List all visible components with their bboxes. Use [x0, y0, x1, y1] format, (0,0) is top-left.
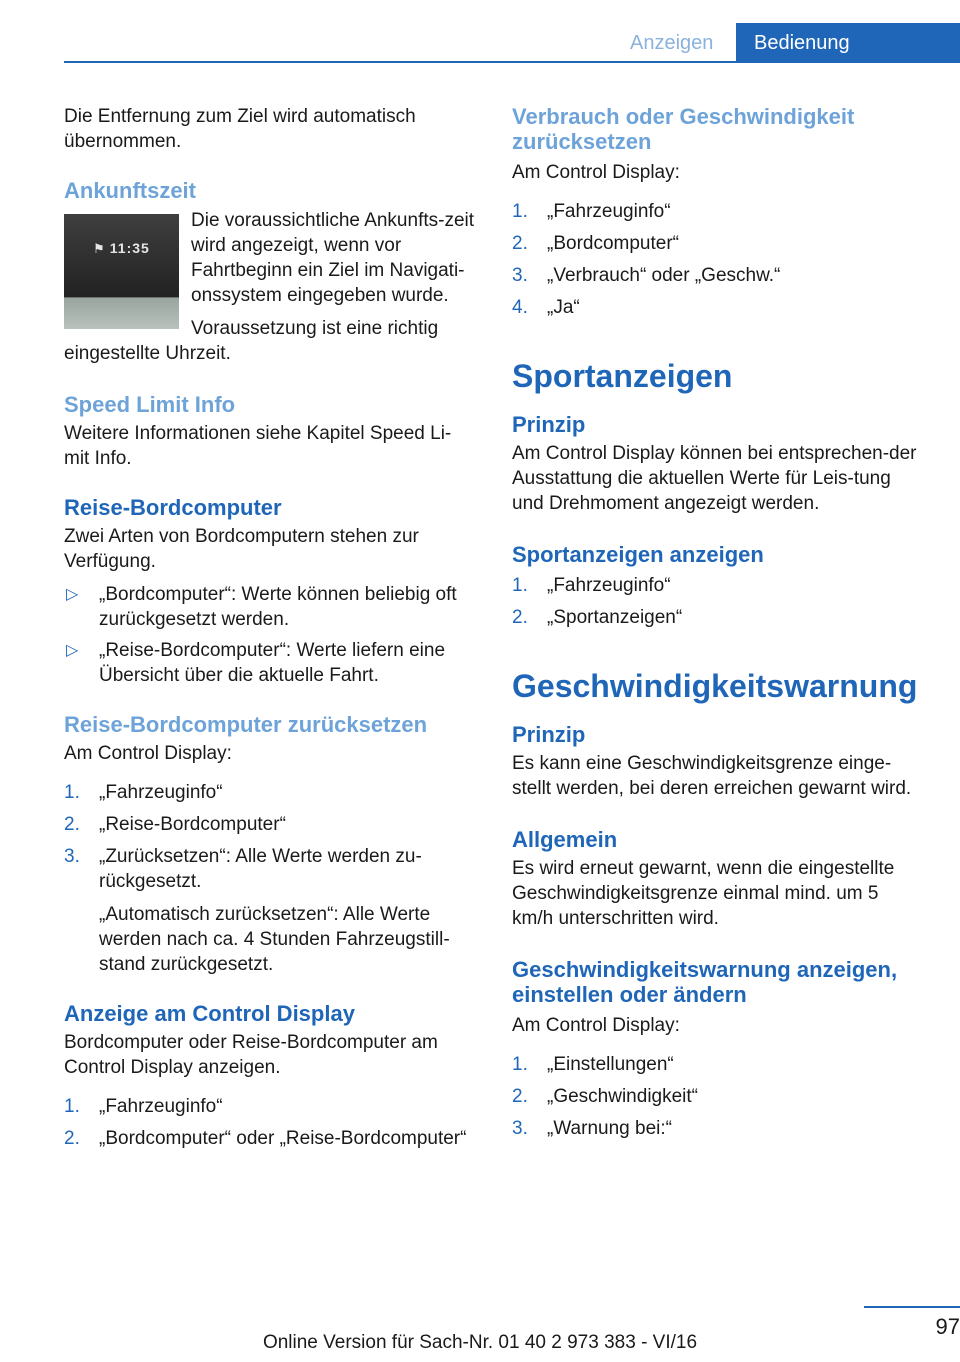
reise-heading: Reise-Bordcomputer [64, 495, 282, 520]
verbrauch-heading: Verbrauch oder Geschwindigkeit zurücksetzen [512, 104, 855, 154]
geschwindigkeitswarnung-heading: Geschwindigkeitswarnung [512, 668, 918, 704]
intro-text: Die Entfernung zum Ziel wird automatisch übernommen. [64, 106, 416, 152]
verbrauch-intro: Am Control Display: [512, 162, 680, 183]
list-item: 1. „Fahrzeuginfo“ [64, 1096, 223, 1117]
list-item: 1. „Fahrzeuginfo“ [512, 201, 671, 222]
left-column [64, 104, 474, 1151]
speed-limit-heading: Speed Limit Info [64, 392, 236, 417]
control-display-steps [64, 1094, 474, 1151]
ankunft-heading: Ankunftszeit [64, 178, 196, 203]
list-item: 4. „Ja“ [512, 297, 580, 318]
list-item: 2. „Reise-Bordcomputer“ [64, 814, 286, 835]
sportanzeigen-heading: Sportanzeigen [512, 358, 733, 394]
ankunft-block [64, 208, 474, 366]
bullet-triangle-icon: ▷ [66, 642, 79, 659]
list-item: 2. „Sportanzeigen“ [512, 607, 683, 628]
footer-rule [864, 1306, 960, 1308]
list-item: 2. „Bordcomputer“ [512, 233, 679, 254]
sport-show-heading: Sportanzeigen anzeigen [512, 542, 764, 567]
gw-allgemein-text: Es wird erneut gewarnt, wenn die eingestellte Geschwindigkeitsgrenze einmal mind. um 5 km/h unterschritten wird. [512, 858, 895, 929]
control-display-heading: Anzeige am Control Display [64, 1001, 355, 1026]
speed-limit-text: Weitere Informationen siehe Kapitel Speed Li-mit Info. [64, 423, 452, 469]
right-column [512, 104, 922, 1141]
gw-set-intro: Am Control Display: [512, 1015, 680, 1036]
ankunft-note: Voraussetzung ist eine richtig eingestellte Uhrzeit. [64, 318, 439, 364]
sport-prinzip-text: Am Control Display können bei entsprechen-der Ausstattung die aktuellen Werte für Leis-tung und Drehmoment angezeigt werden. [512, 443, 917, 514]
list-item: 2. „Bordcomputer“ oder „Reise-Bordcomputer“ [64, 1128, 467, 1149]
list-item: 3. „Warnung bei:“ [512, 1118, 672, 1139]
list-item: ▷ „Bordcomputer“: Werte können beliebig oft zurückgesetzt werden. [66, 584, 457, 630]
reise-text: Zwei Arten von Bordcomputern stehen zur Verfügung. [64, 526, 419, 572]
list-item: 3. „Zurücksetzen“: Alle Werte werden zu-rückgesetzt. [64, 846, 422, 892]
arrival-time-image [64, 214, 179, 329]
gw-allgemein-heading: Allgemein [512, 827, 618, 852]
list-item: 1. „Fahrzeuginfo“ [512, 575, 671, 596]
gw-prinzip-text: Es kann eine Geschwindigkeitsgrenze einge-stellt werden, bei deren erreichen gewarnt wird. [512, 753, 912, 799]
header-tab-bedienung[interactable]: Bedienung [736, 23, 960, 63]
gw-steps [512, 1052, 922, 1141]
bullet-triangle-icon: ▷ [66, 586, 79, 603]
reise-bullet-list [64, 582, 474, 688]
list-item: 1. „Einstellungen“ [512, 1054, 674, 1075]
header-tab-anzeigen[interactable]: Anzeigen [630, 32, 714, 54]
reset-intro: Am Control Display: [64, 743, 232, 764]
ankunft-text: Die voraussichtliche Ankunfts-zeit wird angezeigt, wenn vor Fahrtbeginn ein Ziel im Navigati-onssystem eingegeben wurde. [191, 210, 475, 306]
list-item: 1. „Fahrzeuginfo“ [64, 782, 223, 803]
arrival-time-value: 11:35 [109, 240, 150, 256]
reset-heading: Reise-Bordcomputer zurücksetzen [64, 712, 428, 737]
sport-steps [512, 573, 922, 630]
sport-prinzip-heading: Prinzip [512, 412, 586, 437]
list-item: 3. „Verbrauch“ oder „Geschw.“ [512, 265, 781, 286]
reset-extra: „Automatisch zurücksetzen“: Alle Werte werden nach ca. 4 Stunden Fahrzeugstill-stand zurückgesetzt. [99, 904, 450, 975]
footer-text: Online Version für Sach-Nr. 01 40 2 973 383 - VI/16 [262, 1332, 698, 1353]
list-item: ▷ „Reise-Bordcomputer“: Werte liefern eine Übersicht über die aktuelle Fahrt. [66, 640, 446, 686]
control-display-text: Bordcomputer oder Reise-Bordcomputer am Control Display anzeigen. [64, 1032, 438, 1078]
navigation-flag-icon: ⚑ [93, 241, 106, 256]
gw-set-heading: Geschwindigkeitswarnung anzeigen, einstellen oder ändern [512, 957, 898, 1007]
gw-prinzip-heading: Prinzip [512, 722, 586, 747]
list-item: 2. „Geschwindigkeit“ [512, 1086, 698, 1107]
reset-steps [64, 780, 474, 894]
verbrauch-steps [512, 199, 922, 320]
page-number: 97 [935, 1314, 960, 1339]
